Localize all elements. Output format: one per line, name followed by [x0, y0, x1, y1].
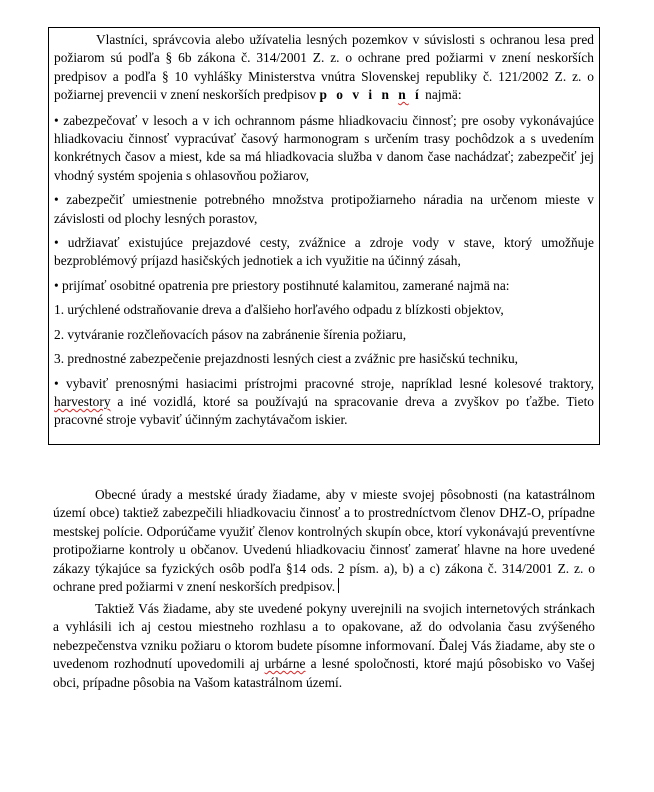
spellcheck-word: harvestory	[54, 393, 111, 409]
bullet-text-end: a iné vozidlá, ktoré sa používajú na spracovanie dreva a zvyškov po ťažbe. Tieto pracovné stroje vybaviť účinným zachytávačom iskier.	[54, 393, 594, 428]
duties-box	[48, 27, 600, 445]
bullet-text: • vybaviť prenosnými hasiacimi prístrojmi pracovné stroje, napríklad lesné kolesové traktory,	[54, 375, 594, 391]
numbered-item: 1. urýchlené odstraňovanie dreva a ďalšieho horľavého odpadu z blízkosti objektov,	[54, 302, 504, 318]
paragraph-content: Taktiež Vás žiadame, aby ste uvedené pokyny uverejnili na svojich internetových stránkach a vyhlásili ich aj cestou miestneho rozhlasu a to opakovane, až do odvolania času zvýšeného nebezpečenstva vzniku požiaru o ktorom budete písomne informovaní. Ďalej Vás žiadame, aby ste o uvedenom rozhodnutí upovedomili aj	[53, 601, 595, 672]
bullet-item: • zabezpečiť umiestnenie potrebného množstva protipožiarneho náradia na určenom mieste v závislosti od plochy lesných porastov,	[54, 192, 594, 226]
bullet-item: • udržiavať existujúce prejazdové cesty, zvážnice a zdroje vody v stave, ktorý umožňuje bezproblémový príjazd hasičských jednotiek a ich využitie na účinný zásah,	[54, 235, 594, 269]
intro-text: Vlastníci, správcovia alebo užívatelia lesných pozemkov v súvislosti s ochranou lesa pred požiarom sú podľa § 6b zákona č. 314/2001 Z. z. o ochrane pred požiarmi v znení neskorších predpisov a podľa § 10 vyhlášky Ministerstva vnútra Slovenskej republiky č. 121/2002 Z. z. o požiarnej prevencii v znení neskorších predpisov	[54, 32, 594, 103]
duties-intro	[54, 31, 594, 105]
numbered-item: 3. prednostné zabezpečenie prejazdnosti lesných ciest a zvážnic pre hasičskú techniku,	[54, 351, 519, 367]
paragraph-publish-request	[53, 600, 595, 692]
paragraph-text	[53, 600, 595, 692]
spellcheck-word: urbárne	[264, 656, 306, 672]
paragraph-text	[53, 486, 595, 596]
bullet-item-extinguishers	[54, 375, 594, 430]
bullet-item: • prijímať osobitné opatrenia pre priestory postihnuté kalamitou, zamerané najmä na:	[54, 277, 510, 293]
paragraph-municipal-offices	[53, 486, 595, 596]
bullet-item: • zabezpečovať v lesoch a v ich ochrannom pásme hliadkovaciu činnosť; pre osoby vykonávajúce hliadkovaciu činnosť vypracúvať časový harmonogram s určením trasy pochôdzok a s uvedením konkrétnych časov a miest, kde sa má hliadkovacia služba v danom čase nachádzať; zabezpečiť jej vhodný systém spojenia s ohlasovňou požiarov,	[54, 112, 594, 183]
paragraph-content-end: a lesné spoločnosti, ktoré majú pôsobisko vo Vašej obci, prípadne pôsobia na Vašom katastrálnom území.	[53, 656, 595, 690]
emphasis-povinni	[320, 87, 422, 102]
intro-suffix: najmä:	[421, 87, 462, 103]
numbered-item: 2. vytváranie rozčleňovacích pásov na zabránenie šírenia požiaru,	[54, 326, 407, 342]
emphasis-part-1: p o v i n	[319, 87, 399, 103]
emphasis-part-3: í	[408, 87, 422, 103]
paragraph-content: Obecné úrady a mestské úrady žiadame, aby v mieste svojej pôsobnosti (na katastrálnom území obce) taktiež zabezpečili hliadkovaciu činnosť a to prostredníctvom členov DHZ-O, prípadne mestskej polície. Odporúčame využiť členov kontrolných skupín obce, ktorí vykonávajú preventívne protipožiarne kontroly u občanov. Uvedenú hliadkovaciu činnosť zamerať hlavne na hore uvedené zákazy týkajúce sa fyzických osôb podľa §14 ods. 2 písm. a), b) a c) zákona č. 314/2001 Z. z. o ochrane pred požiarmi v znení neskorších predpisov.	[53, 487, 595, 595]
emphasis-part-2: n	[398, 87, 409, 103]
text-cursor	[338, 578, 339, 593]
